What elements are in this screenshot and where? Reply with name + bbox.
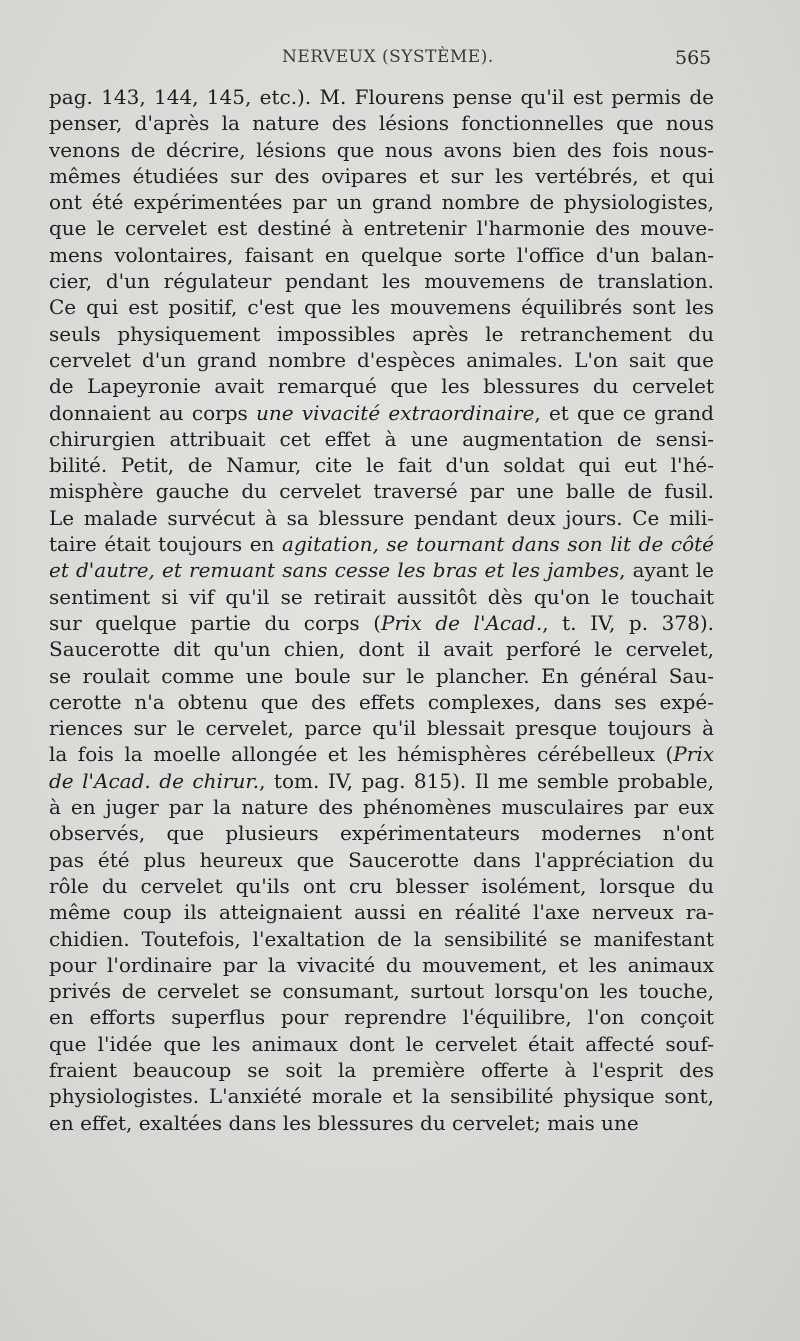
text-line bbox=[49, 636, 714, 662]
text-segment: , ayant le bbox=[619, 558, 714, 583]
text-segment: , tom. IV, pag. 815). Il me semble probable, bbox=[259, 768, 714, 793]
text-segment: mens volontaires, faisant en quelque sorte l'office d'un balan- bbox=[49, 242, 714, 267]
text-segment: se roulait comme une boule sur le plancher. En général Sau- bbox=[49, 663, 714, 688]
text-line bbox=[49, 373, 714, 399]
text-line bbox=[49, 347, 714, 373]
text-line bbox=[49, 689, 714, 715]
text-segment: fraient beaucoup se soit la première offerte à l'esprit des bbox=[49, 1057, 714, 1082]
text-line bbox=[49, 1004, 714, 1030]
text-line bbox=[49, 610, 714, 636]
text-segment: Ce qui est positif, c'est que les mouvemens équilibrés sont les bbox=[49, 295, 714, 320]
text-segment: observés, que plusieurs expérimentateurs modernes n'ont bbox=[49, 821, 714, 846]
text-line bbox=[49, 189, 714, 215]
text-segment: Saucerotte dit qu'un chien, dont il avait perforé le cervelet, bbox=[49, 637, 714, 662]
italic-segment: Prix bbox=[673, 742, 714, 767]
text-line bbox=[49, 663, 714, 689]
text-line bbox=[49, 768, 714, 794]
text-line bbox=[49, 478, 714, 504]
text-line bbox=[49, 820, 714, 846]
running-head: NERVEUX (SYSTÈME). bbox=[282, 47, 494, 67]
text-line bbox=[49, 84, 714, 110]
text-segment: que l'idée que les animaux dont le cervelet était affecté souf- bbox=[49, 1031, 714, 1056]
text-segment: pas été plus heureux que Saucerotte dans l'appréciation du bbox=[49, 847, 714, 872]
page-number: 565 bbox=[675, 47, 712, 69]
text-segment: en efforts superflus pour reprendre l'équilibre, l'on conçoit bbox=[49, 1005, 714, 1030]
text-segment: penser, d'après la nature des lésions fonctionnelles que nous bbox=[49, 111, 714, 136]
text-line bbox=[49, 557, 714, 583]
text-line bbox=[49, 110, 714, 136]
text-segment: venons de décrire, lésions que nous avons bien des fois nous- bbox=[49, 137, 714, 162]
text-line bbox=[49, 242, 714, 268]
text-line bbox=[49, 899, 714, 925]
text-line bbox=[49, 715, 714, 741]
text-segment: que le cervelet est destiné à entretenir l'harmonie des mouve- bbox=[49, 216, 714, 241]
text-line bbox=[49, 215, 714, 241]
text-segment: sur quelque partie du corps ( bbox=[49, 610, 382, 635]
text-segment: à en juger par la nature des phénomènes musculaires par eux bbox=[49, 795, 714, 820]
text-line bbox=[49, 847, 714, 873]
text-segment: bilité. Petit, de Namur, cite le fait d'un soldat qui eut l'hé- bbox=[49, 453, 714, 478]
text-line bbox=[49, 505, 714, 531]
text-line bbox=[49, 426, 714, 452]
text-segment: mêmes étudiées sur des ovipares et sur les vertébrés, et qui bbox=[49, 163, 714, 188]
text-line bbox=[49, 531, 714, 557]
text-segment: de Lapeyronie avait remarqué que les blessures du cervelet bbox=[49, 374, 714, 399]
text-segment: donnaient au corps bbox=[49, 400, 256, 425]
text-line bbox=[49, 952, 714, 978]
text-segment: privés de cervelet se consumant, surtout lorsqu'on les touche, bbox=[49, 979, 714, 1004]
text-line bbox=[49, 794, 714, 820]
text-segment: rôle du cervelet qu'ils ont cru blesser isolément, lorsque du bbox=[49, 873, 714, 898]
text-line bbox=[49, 400, 714, 426]
page-header bbox=[0, 47, 800, 77]
text-segment: taire était toujours en bbox=[49, 532, 283, 557]
text-line bbox=[49, 163, 714, 189]
text-segment: même coup ils atteignaient aussi en réalité l'axe nerveux ra- bbox=[49, 900, 714, 925]
text-segment: chirurgien attribuait cet effet à une augmentation de sensi- bbox=[49, 426, 714, 451]
italic-segment: une vivacité extraordinaire bbox=[255, 400, 535, 425]
text-segment: seuls physiquement impossibles après le retranchement du bbox=[49, 321, 714, 346]
text-segment: riences sur le cervelet, parce qu'il blessait presque toujours à bbox=[49, 716, 714, 741]
text-line bbox=[49, 926, 714, 952]
text-line bbox=[49, 452, 714, 478]
text-line bbox=[49, 137, 714, 163]
text-line bbox=[49, 268, 714, 294]
italic-segment: et d'autre, et remuant sans cesse les bras et les jambes bbox=[49, 558, 620, 583]
text-segment: cervelet d'un grand nombre d'espèces animales. L'on sait que bbox=[49, 347, 714, 372]
text-segment: cerotte n'a obtenu que des effets complexes, dans ses expé- bbox=[49, 689, 714, 714]
text-segment: ont été expérimentées par un grand nombre de physiologistes, bbox=[49, 190, 714, 215]
text-segment: pag. 143, 144, 145, etc.). M. Flourens pense qu'il est permis de bbox=[49, 85, 714, 109]
text-line bbox=[49, 1110, 714, 1136]
body-text bbox=[49, 84, 714, 1136]
text-segment: la fois la moelle allongée et les hémisphères cérébelleux ( bbox=[49, 742, 674, 767]
text-line bbox=[49, 1031, 714, 1057]
text-segment: en effet, exaltées dans les blessures du cervelet; mais une bbox=[49, 1110, 639, 1135]
text-line bbox=[49, 873, 714, 899]
text-line bbox=[49, 1057, 714, 1083]
text-line bbox=[49, 1083, 714, 1109]
text-segment: , et que ce grand bbox=[534, 400, 714, 425]
text-segment: , t. IV, p. 378). bbox=[542, 610, 714, 635]
italic-segment: agitation, se tournant dans son lit de côté bbox=[282, 532, 714, 557]
text-line bbox=[49, 321, 714, 347]
text-segment: pour l'ordinaire par la vivacité du mouvement, et les animaux bbox=[49, 952, 714, 977]
text-line bbox=[49, 584, 714, 610]
text-line bbox=[49, 978, 714, 1004]
text-segment: physiologistes. L'anxiété morale et la sensibilité physique sont, bbox=[49, 1084, 714, 1109]
text-line bbox=[49, 741, 714, 767]
text-segment: Le malade survécut à sa blessure pendant deux jours. Ce mili- bbox=[49, 505, 714, 530]
italic-segment: de l'Acad. de chirur. bbox=[49, 768, 260, 793]
text-segment: sentiment si vif qu'il se retirait aussitôt dès qu'on le touchait bbox=[49, 584, 714, 609]
text-line bbox=[49, 294, 714, 320]
text-segment: misphère gauche du cervelet traversé par une balle de fusil. bbox=[49, 479, 714, 504]
text-segment: cier, d'un régulateur pendant les mouvemens de translation. bbox=[49, 269, 714, 294]
italic-segment: Prix de l'Acad. bbox=[381, 610, 543, 635]
text-segment: chidien. Toutefois, l'exaltation de la sensibilité se manifestant bbox=[49, 926, 714, 951]
